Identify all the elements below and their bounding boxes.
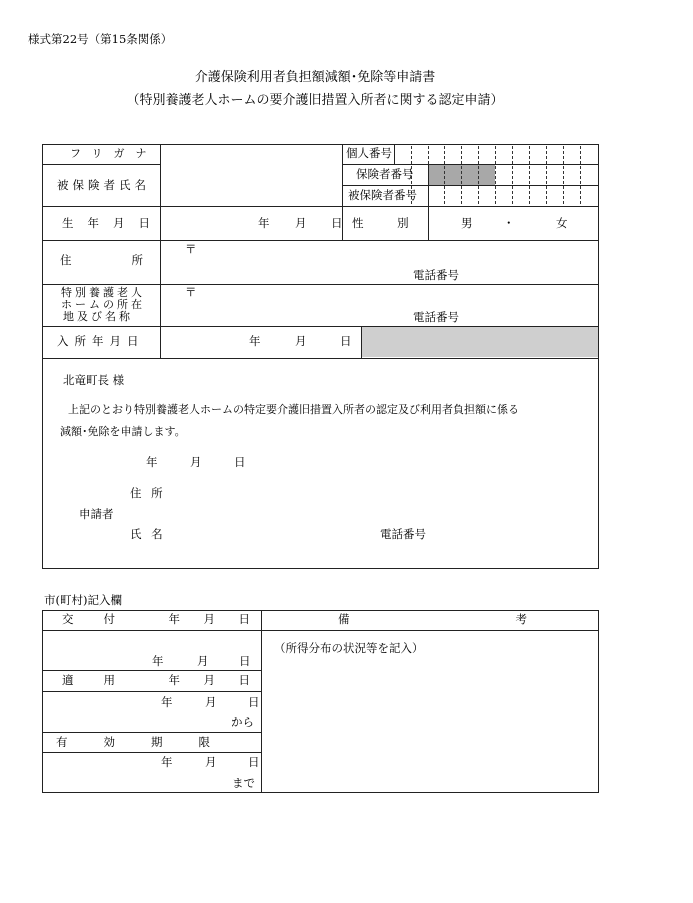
issue-day-unit: 日: [239, 654, 251, 668]
addressee: 北竜町長 様: [63, 373, 125, 387]
issue-header-year: 年: [168, 612, 180, 626]
application-month-unit: 月: [190, 455, 202, 469]
form-title: 介護保険利用者負担額減額･免除等申請書: [194, 70, 436, 85]
issue-year-unit: 年: [152, 654, 164, 668]
birth-year-unit: 年: [258, 216, 270, 230]
applicant-label: 申請者: [79, 507, 114, 521]
issue-header-day: 日: [238, 612, 250, 626]
address-phone-label: 電話番号: [413, 268, 459, 282]
validity-year-unit: 年: [161, 755, 173, 769]
apply-header: [62, 675, 250, 687]
facility-label-line1: 特別養護老人: [61, 286, 145, 299]
applicant-phone-label: 電話番号: [380, 527, 426, 541]
facility-phone-label: 電話番号: [413, 310, 459, 324]
validity-until: まで: [232, 776, 255, 790]
facility-postal-mark: 〒: [185, 285, 197, 299]
issue-header-month: 月: [203, 612, 215, 626]
remarks-label: 備考: [338, 612, 693, 626]
applicant-address-field[interactable]: [175, 482, 585, 504]
insured-name-field[interactable]: [161, 145, 341, 206]
address-field[interactable]: [161, 241, 598, 284]
apply-month-unit: 月: [205, 695, 217, 709]
apply-header-day: 日: [238, 673, 250, 687]
admission-day-unit: 日: [340, 334, 352, 348]
insured-no-label: 被保険者番号: [348, 188, 417, 202]
application-year-unit: 年: [146, 455, 158, 469]
address-label: 住所: [60, 253, 203, 267]
admission-year-unit: 年: [249, 334, 261, 348]
sex-separator: ・: [503, 216, 515, 230]
birth-day-unit: 日: [331, 216, 343, 230]
municipal-section-title: 市(町村)記入欄: [44, 593, 122, 607]
personal-no-label: 個人番号: [346, 146, 392, 160]
insured-name-label: 被保険者氏名: [57, 178, 150, 192]
sex-male-option[interactable]: 男: [461, 216, 473, 230]
application-day-unit: 日: [234, 455, 246, 469]
issue-label: 交付: [62, 612, 145, 626]
remarks-field[interactable]: [262, 631, 598, 792]
apply-day-unit: 日: [248, 695, 260, 709]
form-subtitle: （特別養護老人ホームの要介護旧措置入所者に関する認定申請）: [126, 93, 504, 108]
apply-year-unit: 年: [161, 695, 173, 709]
facility-label-line3: 地及び名称: [63, 310, 133, 323]
apply-label: 適用: [62, 673, 145, 687]
apply-from: から: [231, 715, 254, 729]
birth-date-field[interactable]: [161, 207, 341, 240]
issue-month-unit: 月: [197, 654, 209, 668]
validity-label: 有効期限: [56, 735, 246, 749]
validity-day-unit: 日: [248, 755, 260, 769]
sex-label: 性 別: [352, 216, 409, 230]
birth-date-label: 生年月日: [62, 216, 164, 230]
apply-header-month: 月: [203, 673, 215, 687]
facility-label-line2: ホームの所在: [61, 298, 145, 311]
birth-month-unit: 月: [295, 216, 307, 230]
applicant-address-label: 住 所: [130, 486, 163, 500]
validity-date-field[interactable]: [43, 753, 261, 792]
applicant-name-label: 氏 名: [130, 527, 163, 541]
applicant-name-field[interactable]: [175, 523, 365, 545]
statement-line2: 減額･免除を申請します。: [60, 425, 186, 438]
issue-header: [62, 614, 250, 626]
form-number: 様式第22号（第15条関係）: [28, 32, 173, 46]
remarks-note: （所得分布の状況等を記入）: [274, 641, 424, 655]
furigana-label: フリガナ: [70, 147, 158, 160]
admission-date-label: 入所年月日: [57, 334, 145, 348]
facility-field[interactable]: [161, 285, 598, 326]
address-postal-mark: 〒: [185, 242, 197, 256]
apply-header-year: 年: [168, 673, 180, 687]
admission-month-unit: 月: [295, 334, 307, 348]
validity-month-unit: 月: [205, 755, 217, 769]
statement-line1: 上記のとおり特別養護老人ホームの特定要介護旧措置入所者の認定及び利用者負担額に係る: [68, 403, 519, 416]
apply-date-field[interactable]: [43, 692, 261, 732]
insurer-no-label: 保険者番号: [356, 167, 414, 181]
sex-female-option[interactable]: 女: [556, 216, 568, 230]
